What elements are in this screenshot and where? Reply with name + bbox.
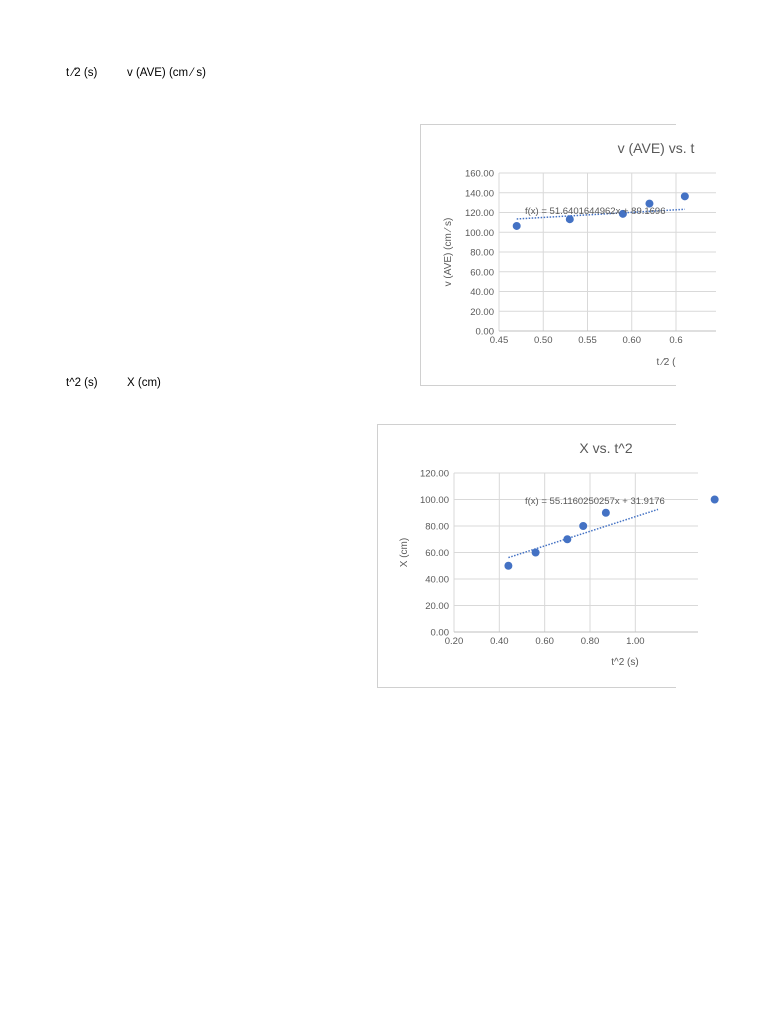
x-tick-label: 1.00	[626, 636, 645, 647]
y-tick-label: 0.00	[475, 326, 494, 338]
y-tick-label: 80.00	[470, 247, 494, 259]
y-tick-label: 100.00	[464, 227, 494, 239]
y-tick-label: 80.00	[425, 521, 449, 533]
x-tick-label: 0.6	[669, 335, 683, 346]
trendline-equation: f(x) = 51.6401644962x + 89.1696	[525, 206, 666, 217]
chart-title: X vs. t^2	[579, 440, 633, 456]
x-tick-label: 0.55	[578, 335, 597, 346]
y-tick-label: 60.00	[425, 548, 449, 559]
chart-x-vs-t2[interactable]	[377, 424, 676, 688]
x-tick-label: 0.80	[580, 636, 600, 647]
table-header-x: X (cm)	[127, 377, 161, 389]
chart-x-vs-t2-svg	[378, 425, 677, 689]
y-tick-label: 160.00	[464, 168, 494, 180]
table-header-t: t ⁄2 (s)	[66, 67, 98, 79]
data-point	[532, 549, 539, 556]
x-tick-label: 0.50	[534, 335, 553, 346]
chart-v-vs-t[interactable]	[420, 124, 695, 386]
x-axis-label: t ⁄2 (	[656, 357, 676, 368]
table-header-v: v (AVE) (cm ⁄ s)	[127, 67, 207, 79]
data-point	[513, 222, 520, 229]
trendline-equation: f(x) = 55.1160250257x + 31.9176	[525, 496, 665, 507]
chart-title: v (AVE) vs. t	[617, 140, 695, 156]
x-tick-label: 0.60	[622, 335, 641, 346]
data-point	[564, 536, 571, 543]
y-axis-label: v (AVE) (cm ⁄ s)	[443, 217, 454, 287]
data-point	[711, 496, 718, 503]
y-tick-label: 100.00	[419, 495, 449, 506]
y-tick-label: 40.00	[470, 287, 494, 298]
data-point	[580, 523, 587, 530]
y-axis-label: X (cm)	[399, 537, 410, 568]
x-tick-label: 0.60	[535, 636, 554, 647]
y-tick-label: 60.00	[470, 267, 494, 279]
y-tick-label: 20.00	[425, 601, 449, 612]
data-point	[681, 193, 688, 200]
y-tick-label: 120.00	[464, 208, 494, 219]
y-tick-label: 140.00	[464, 188, 494, 200]
chart-v-vs-t-svg	[421, 125, 695, 387]
y-tick-label: 40.00	[425, 574, 449, 586]
y-tick-label: 20.00	[470, 306, 494, 318]
y-tick-label: 120.00	[419, 468, 449, 480]
data-point	[602, 509, 609, 516]
x-tick-label: 0.20	[444, 636, 464, 647]
data-point	[505, 562, 512, 569]
table-header-t2: t^2 (s)	[66, 377, 98, 389]
x-tick-label: 0.45	[489, 335, 509, 346]
y-tick-label: 0.00	[430, 627, 449, 639]
x-axis-label: t^2 (s)	[611, 657, 639, 668]
x-tick-label: 0.40	[490, 636, 509, 647]
